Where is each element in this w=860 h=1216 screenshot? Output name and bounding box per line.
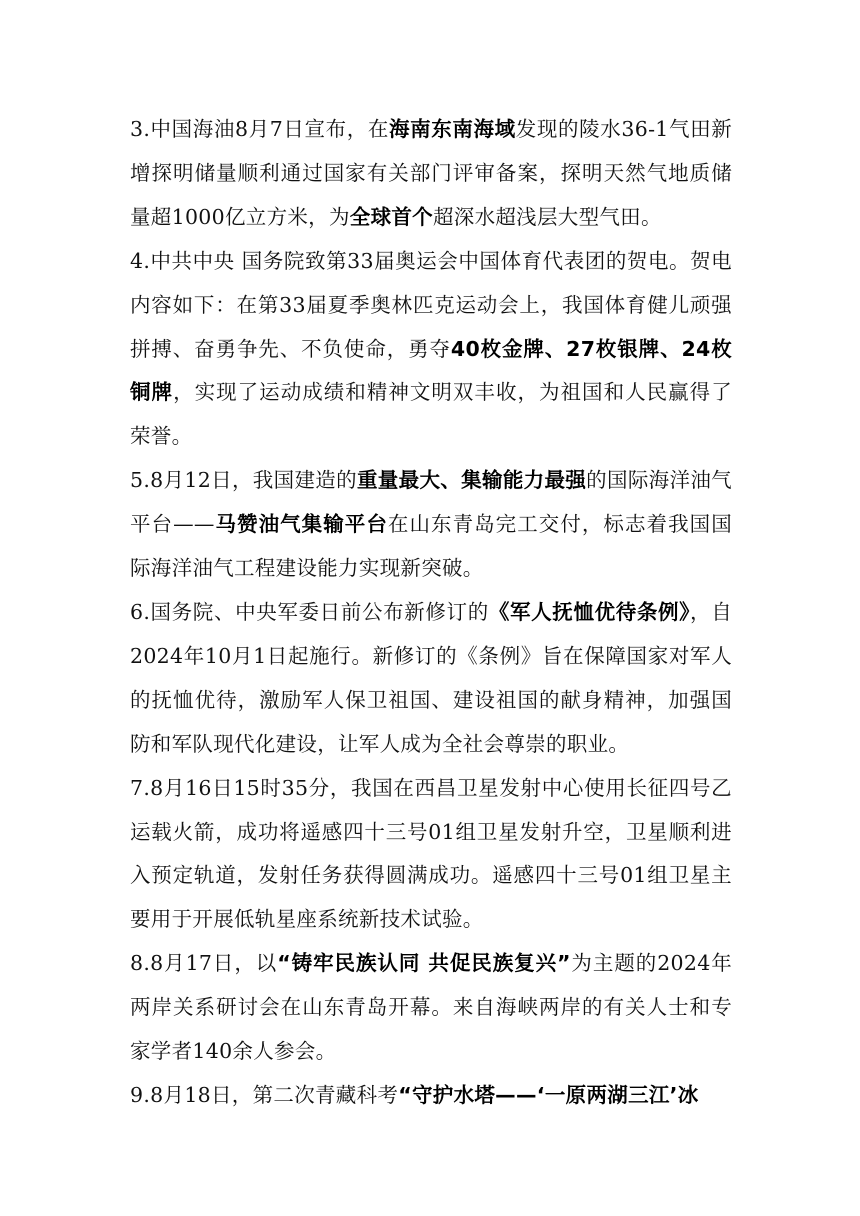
- news-item-7: [130, 1074, 732, 1118]
- news-item-6: [130, 942, 732, 1074]
- body-text: 中国海油8月7日宣布，在: [150, 117, 390, 141]
- item-number: 9.: [130, 1082, 151, 1107]
- body-text: 的国际海洋油气平台——: [130, 468, 732, 537]
- body-text: 国务院、中央军委日前公布新修订的: [150, 599, 489, 624]
- item-number: 6.: [130, 599, 151, 624]
- body-text: 为主题的2024年两岸关系研讨会在山东青岛开幕。来自海峡两岸的有关人士和专家学者140余人参会。: [130, 951, 733, 1064]
- body-text: 中共中央 国务院致第33届奥运会中国体育代表团的贺电。贺电内容如下：在第33届夏季奥林匹克运动会上，我国体育健儿顽强拼搏、奋勇争先、不负使命，勇夺: [130, 248, 732, 361]
- body-text: 发现的陵水36-1气田新增探明储量顺利通过国家有关部门评审备案，探明天然气地质储量超1000亿立方米，为: [130, 117, 733, 229]
- news-item-4: [130, 591, 732, 767]
- highlighted-text: 重量最大、集输能力最强: [356, 468, 587, 493]
- document-body: [130, 108, 732, 1118]
- highlighted-text: 马赞油气集输平台: [214, 512, 388, 537]
- highlighted-text: “铸牢民族认同 共促民族复兴”: [277, 951, 571, 976]
- body-text: 超深水超浅层大型气田。: [432, 204, 662, 229]
- body-text: 8月18日，第二次青藏科考: [150, 1082, 399, 1107]
- highlighted-text: 海南东南海域: [389, 117, 516, 141]
- highlighted-text: 40枚金牌、27枚银牌、24枚铜牌: [130, 336, 732, 405]
- body-text: 在山东青岛完工交付，标志着我国国际海洋油气工程建设能力实现新突破。: [130, 512, 733, 581]
- item-number: 8.: [130, 951, 151, 976]
- highlighted-text: 《军人抚恤优待条例》: [488, 599, 691, 624]
- highlighted-text: 全球首个: [349, 204, 433, 229]
- highlighted-text: “守护水塔——‘一原两湖三江’冰: [398, 1082, 699, 1107]
- item-number: 3.: [130, 117, 151, 141]
- news-item-2: [130, 240, 732, 460]
- news-item-5: [130, 767, 732, 943]
- body-text: 8月17日，以: [150, 951, 278, 976]
- body-text: ，自2024年10月1日起施行。新修订的《条例》旨在保障国家对军人的抚恤优待，激励军人保卫祖国、建设祖国的献身精神，加强国防和军队现代化建设，让军人成为全社会尊崇的职业。: [130, 599, 732, 756]
- item-number: 4.: [130, 248, 151, 273]
- body-text: ，实现了运动成绩和精神文明双丰收，为祖国和人民赢得了荣誉。: [130, 380, 732, 449]
- item-number: 5.: [130, 468, 151, 493]
- item-number: 7.: [130, 775, 151, 800]
- body-text: 8月12日，我国建造的: [150, 468, 357, 493]
- news-item-1: [130, 108, 732, 240]
- body-text: 8月16日15时35分，我国在西昌卫星发射中心使用长征四号乙运载火箭，成功将遥感四十三号01组卫星发射升空，卫星顺利进入预定轨道，发射任务获得圆满成功。遥感四十三号01组卫星主要用于开展低轨星座系统新技术试验。: [130, 775, 732, 932]
- news-item-3: [130, 459, 732, 591]
